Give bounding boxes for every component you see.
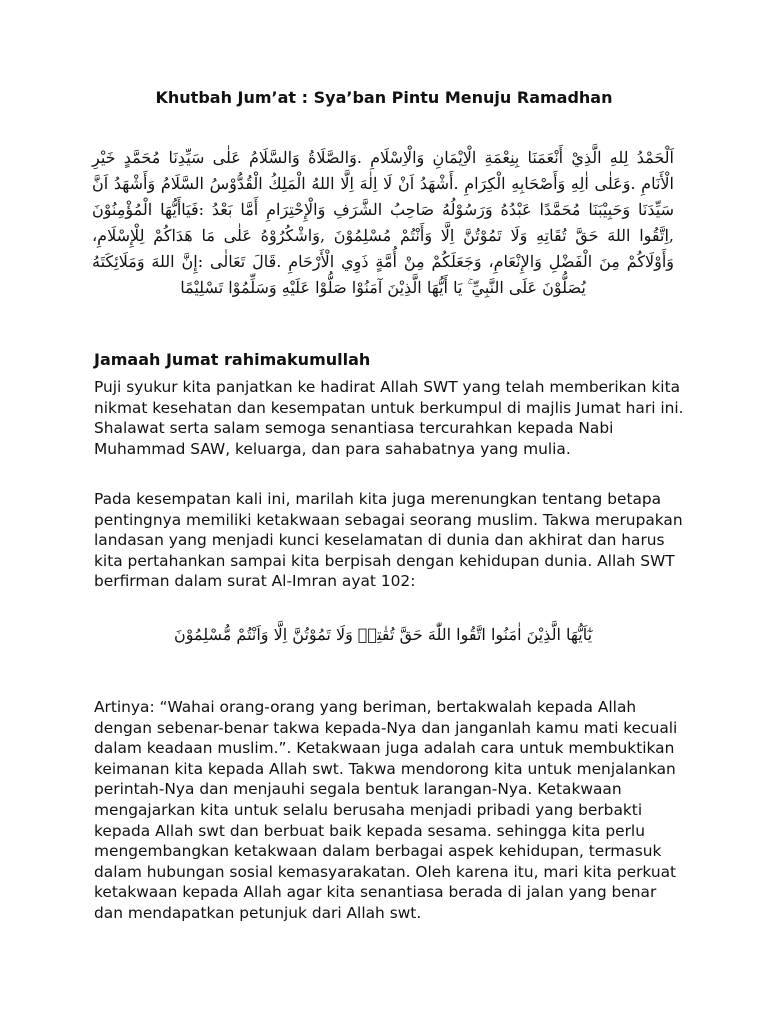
arabic-opening-prayer: اَلْحَمْدُ لِلهِ الَّذِيْ أَنْعَمَنَا بِنِعْمَةِ الْاِيْمَانِ وَالْاِسْلَامِ .وَالصَّلَاةُ وَالسَّلَامُ عَلٰى سَيِّدِنَا مُحَمَّدٍ خَيْرِ الْأَنَامِ .وَعَلٰى اٰلِهِ وَأَصْحَابِهِ الْكِرَامِ .أَشْهَدُ اَنْ لَا اِلٰهَ اِلَّا اللهُ الْمَلِكُ الْقُدُّوْسُ السَّلَامُ وَأَشْهَدُ اَنَّ سَيِّدَنَا وَحَبِيْبَنَا مُحَمَّدًا عَبْدُهُ وَرَسُوْلُهُ صَاحِبُ الشَّرَفِ وَالْإِحْتِرَامِ أَمَّا بَعْدُ :فَيَاأَيُّهَا الْمُؤْمِنُوْنَ ,اِتَّقُوا اللهَ حَقَّ تُقَاتِهِ وَلَا تَمُوْتُنَّ اِلَّا وَأَنْتُمْ مُسْلِمُوْنَ ,وَاشْكُرُوْهُ عَلٰى مَا هَدَاكُمْ لِلْإِسْلَامِ، وَأَوْلَاكُمْ مِنَ الْفَضْلِ وَالإِنْعَامِ، وَجَعَلَكُمْ مِنْ أُمَّةٍ ذَوِي الْأَرْحَامِ .قَالَ تَعَالٰى :إِنَّ اللهَ وَمَلَائِكَتَهُ يُصَلُّوْنَ عَلَى النَّبِيِّ ۚ يَا أَيُّهَا الَّذِيْنَ آمَنُوْا صَلُّوْا عَلَيْهِ وَسَلِّمُوْا تَسْلِيْمًا <box>92 148 674 297</box>
paragraph-1: Puji syukur kita panjatkan ke hadirat Allah SWT yang telah memberikan kita nikmat kesehatan dan kesempatan untuk berkumpul di majlis Jumat hari ini. Shalawat serta salam semoga senantiasa tercurahkan kepada Nabi Muhammad SAW, keluarga, dan para sahabatnya yang mulia. <box>94 378 684 458</box>
paragraph-3: Artinya: “Wahai orang-orang yang beriman, bertakwalah kepada Allah dengan sebenar-benar takwa kepada-Nya dan janganlah kamu mati kecuali dalam keadaan muslim.”. Ketakwaan juga adalah cara untuk membuktikan keimanan kita kepada Allah swt. Takwa mendorong kita untuk menjalankan perintah-Nya dan menjauhi segala bentuk larangan-Nya. Ketakwaan mengajarkan kita untuk selalu berusaha menjadi pribadi yang berbakti kepada Allah swt dan berbuat baik kepada sesama. sehingga kita perlu mengembangkan ketakwaan dalam berbagai aspek kehidupan, termasuk dalam hubungan sosial kemasyarakatan. Oleh karena itu, mari kita perkuat ketakwaan kepada Allah agar kita senantiasa berada di jalan yang benar dan mendapatkan petunjuk dari Allah swt. <box>94 698 678 922</box>
arabic-quran-verse: يٰٓاَيُّهَا الَّذِيْنَ اٰمَنُوا اتَّقُوا اللّٰهَ حَقَّ تُقٰتِهٖ وَلَا تَمُوْتُنَّ اِلَّا وَاَنْتُمْ مُّسْلِمُوْنَ <box>173 625 593 644</box>
section-heading: Jamaah Jumat rahimakumullah <box>94 350 371 369</box>
document-title: Khutbah Jum’at : Sya’ban Pintu Menuju Ramadhan <box>155 88 613 107</box>
paragraph-2: Pada kesempatan kali ini, marilah kita juga merenungkan tentang betapa pentingnya memiliki ketakwaan sebagai seorang muslim. Takwa merupakan landasan yang menjadi kunci keselamatan di dunia dan akhirat dan harus kita pertahankan sampai kita berpisah dengan kehidupan dunia. Allah SWT berfirman dalam surat Al-Imran ayat 102: <box>94 490 683 591</box>
